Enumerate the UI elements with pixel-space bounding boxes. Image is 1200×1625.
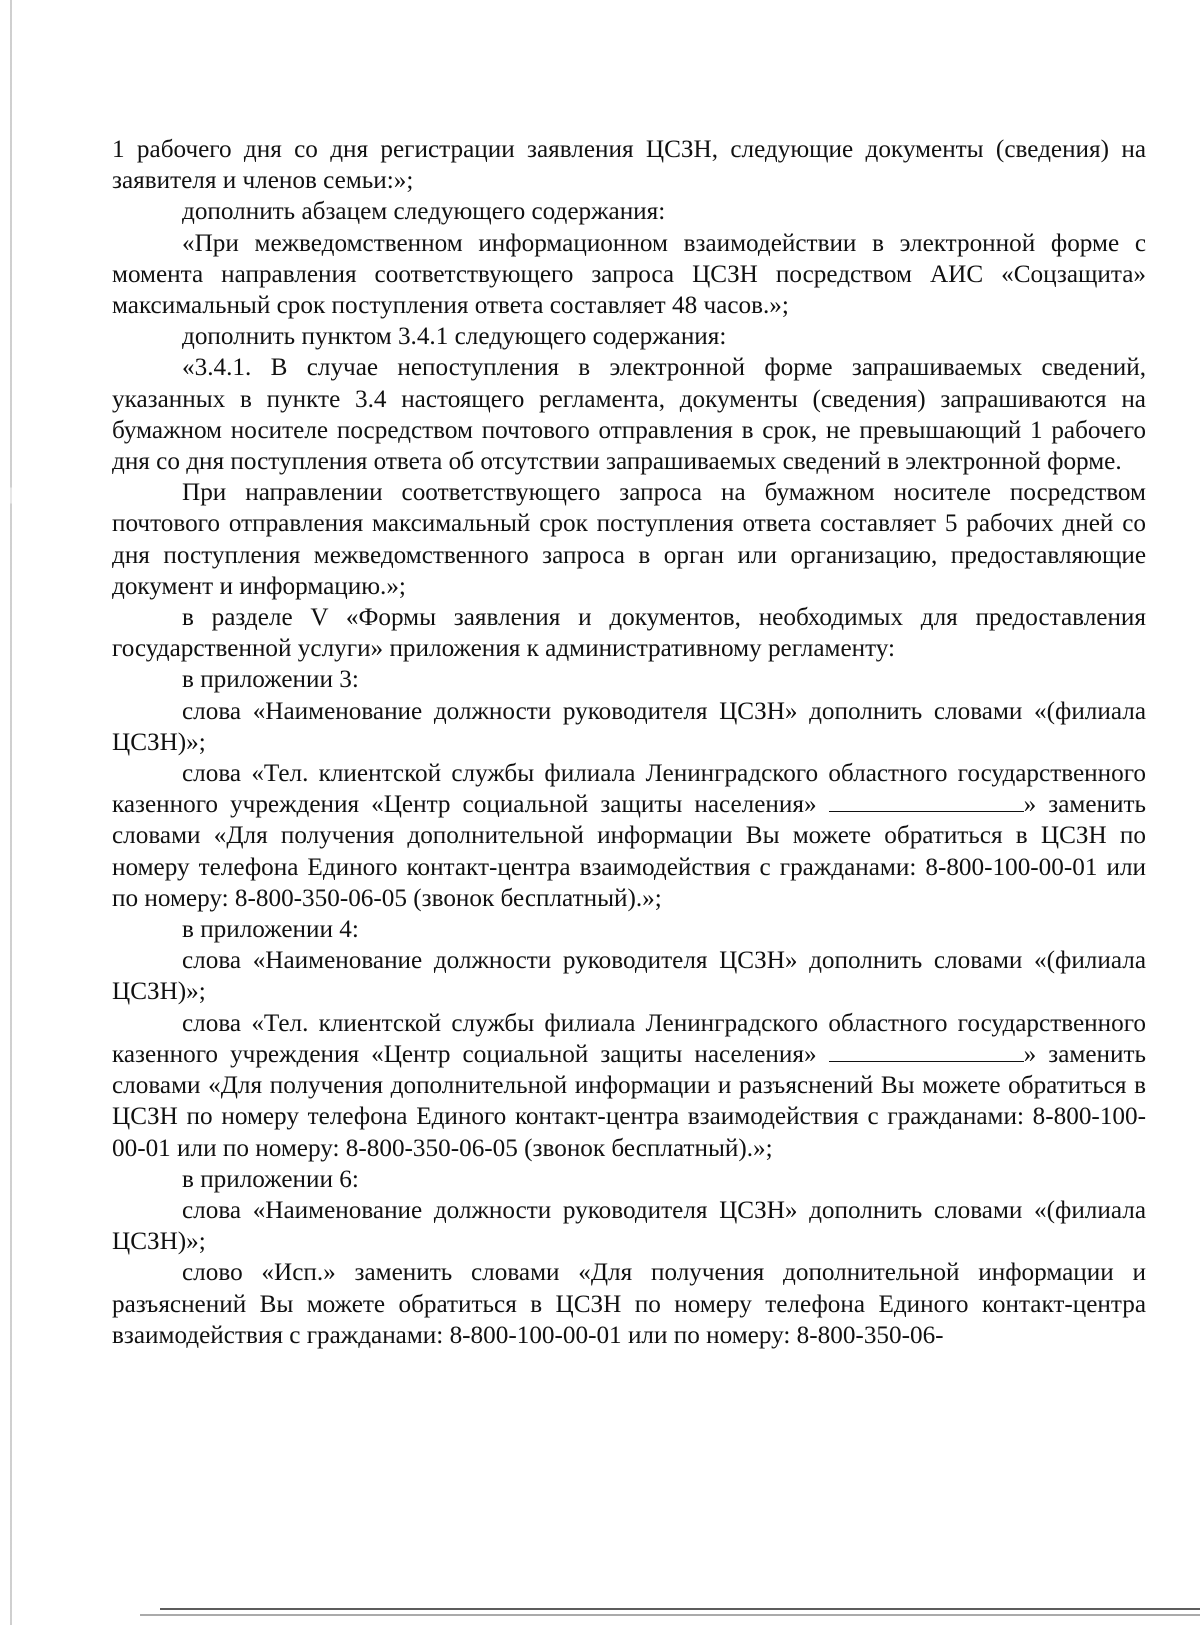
- paragraph-12: слова «Наименование должности руководителя ЦСЗН» дополнить словами «(филиала ЦСЗН)»;: [112, 947, 1146, 1006]
- paragraph-13: [112, 1008, 1146, 1164]
- paragraph-10-continuation: » заменить словами «Для получения дополнительной информации Вы можете обратиться в ЦСЗН по номеру телефона Единого контакт-центра взаимодействия с гражданами: 8-800-100-00-01 или по номеру: 8-800-350-06-05 (звонок бесплатный).»;: [112, 791, 1147, 912]
- paragraph-13-text: слова «Тел. клиентской службы филиала Ленинградского областного государственного казенного учреждения «Центр социальной защиты населения»: [112, 1009, 1146, 1068]
- blank-line: [829, 1043, 1024, 1062]
- paragraph-6: При направлении соответствующего запроса на бумажном носителе посредством почтового отправления максимальный срок поступления ответа составляет 5 рабочих дней со дня поступления межведомственного запроса в орган или организацию, предоставляющие документ и информацию.»;: [112, 479, 1146, 600]
- paragraph-15: слова «Наименование должности руководителя ЦСЗН» дополнить словами «(филиала ЦСЗН)»;: [112, 1196, 1146, 1256]
- paragraph-8: в приложении 3:: [182, 666, 359, 694]
- scan-bottom-edge: [160, 1608, 1200, 1610]
- paragraph-11: в приложении 4:: [182, 916, 359, 944]
- paragraph-5: «3.4.1. В случае непоступления в электронной форме запрашиваемых сведений, указанных в пункте 3.4 настоящего регламента, документы (сведения) запрашиваются на бумажном носителе посредством почтового отправления в срок, не превышающий 1 рабочего дня со дня поступления ответа об отсутствии запрашиваемых сведений в электронной форме.: [112, 354, 1146, 476]
- paragraph-2: дополнить абзацем следующего содержания:: [182, 198, 666, 226]
- paragraph-13-continuation: » заменить словами «Для получения дополнительной информации и разъяснений Вы можете обратиться в ЦСЗН по номеру телефона Единого контакт-центра взаимодействия с гражданами: 8-800-100-00-01 или по номеру: 8-800-350-06-05 (звонок бесплатный).»;: [112, 1040, 1147, 1162]
- paragraph-1: 1 рабочего дня со дня регистрации заявления ЦСЗН, следующие документы (сведения) на заявителя и членов семьи:»;: [112, 136, 1146, 195]
- paragraph-10: [112, 758, 1146, 914]
- blank-line: [829, 793, 1024, 812]
- scan-bottom-edge-shadow: [140, 1614, 1200, 1616]
- scan-left-edge: [10, 0, 12, 1625]
- paragraph-4: дополнить пунктом 3.4.1 следующего содержания:: [182, 323, 727, 351]
- paragraph-9: слова «Наименование должности руководителя ЦСЗН» дополнить словами «(филиала ЦСЗН)»;: [112, 697, 1146, 756]
- paragraph-7: в разделе V «Формы заявления и документов, необходимых для предоставления государственной услуги» приложения к административному регламенту:: [112, 604, 1146, 663]
- paragraph-16: слово «Исп.» заменить словами «Для получения дополнительной информации и разъяснений Вы можете обратиться в ЦСЗН по номеру телефона Единого контакт-центра взаимодействия с гражданами: 8-800-100-00-01 или по номеру: 8-800-350-06-: [112, 1259, 1146, 1349]
- paragraph-14: в приложении 6:: [182, 1165, 359, 1193]
- document-body: [112, 134, 1146, 1351]
- paragraph-3: «При межведомственном информационном взаимодействии в электронной форме с момента направления соответствующего запроса ЦСЗН посредством АИС «Соцзащита» максимальный срок поступления ответа составляет 48 часов.»;: [112, 229, 1146, 320]
- paragraph-10-text: слова «Тел. клиентской службы филиала Ленинградского областного государственного казенного учреждения «Центр социальной защиты населения»: [112, 760, 1146, 819]
